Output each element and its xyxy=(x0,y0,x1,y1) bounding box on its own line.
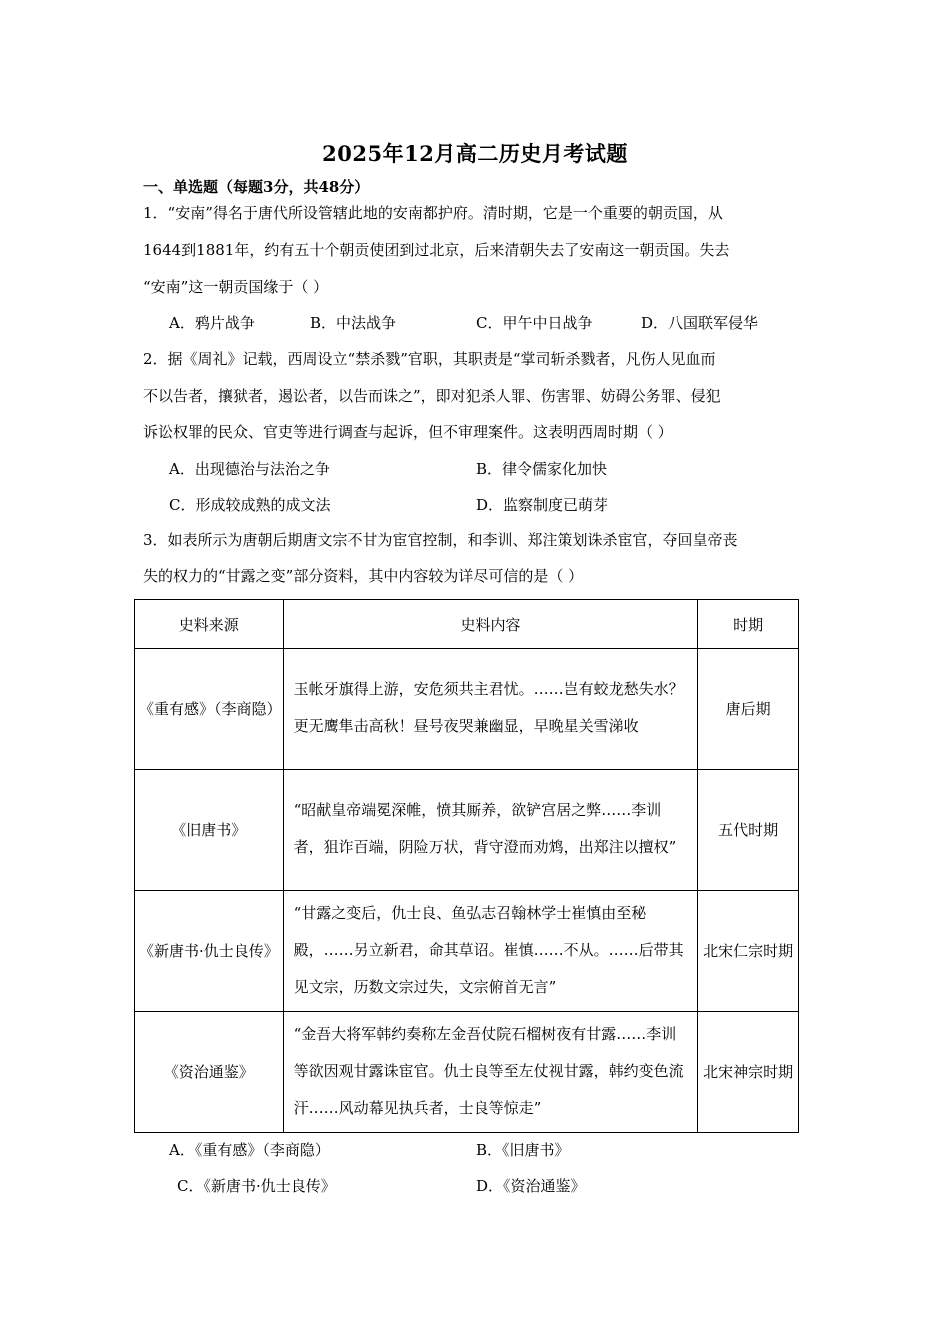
table-row xyxy=(135,1012,799,1133)
header-source: 史料来源 xyxy=(135,600,284,649)
q2-line-3: 诉讼权罪的民众、官吏等进行调查与起诉，但不审理案件。这表明西周时期（ ） xyxy=(143,423,673,441)
q3-option-c: C．《新唐书·仇士良传》 xyxy=(177,1177,336,1195)
table-row xyxy=(135,770,799,891)
q1-line-1: 1．“安南”得名于唐代所设管辖此地的安南都护府。清时期，它是一个重要的朝贡国，从 xyxy=(143,204,723,222)
period-cell: 唐后期 xyxy=(698,649,799,770)
content-cell: “金吾大将军韩约奏称左金吾仗院石榴树夜有甘露……李训等欲因观甘露诛宦官。仇士良等至左仗视甘露，韩约变色流汗……风动幕见执兵者，士良等惊走” xyxy=(283,1012,698,1133)
q2-line-1: 2．据《周礼》记载，西周设立“禁杀戮”官职，其职责是“掌司斩杀戮者，凡伤人见血而 xyxy=(143,350,716,368)
q1-line-2: 1644到1881年，约有五十个朝贡使团到过北京，后来清朝失去了安南这一朝贡国。失去 xyxy=(143,241,730,259)
source-cell: 《旧唐书》 xyxy=(135,770,284,891)
section-heading: 一、单选题（每题3分，共48分） xyxy=(143,178,370,196)
table-row xyxy=(135,649,799,770)
q1-option-b: B．中法战争 xyxy=(310,314,397,332)
table-header-row xyxy=(135,600,799,649)
q3-option-b: B．《旧唐书》 xyxy=(476,1141,570,1159)
q3-option-a: A．《重有感》（李商隐） xyxy=(169,1141,330,1159)
content-cell: “甘露之变后，仇士良、鱼弘志召翰林学士崔慎由至秘殿，……另立新君，命其草诏。崔慎……不从。……后带其见文宗，历数文宗过失，文宗俯首无言” xyxy=(283,891,698,1012)
source-table xyxy=(134,599,799,1133)
page-title: 2025年12月高二历史月考试题 xyxy=(322,141,628,166)
q2-option-d: D．监察制度已萌芽 xyxy=(476,496,609,514)
q2-option-b: B．律令儒家化加快 xyxy=(476,460,608,478)
q1-line-3: “安南”这一朝贡国缘于（ ） xyxy=(143,278,329,296)
content-cell: “昭献皇帝端冕深帷，愤其厮养，欲铲宫居之弊……李训者，狙诈百端，阴险万状，背守澄而劝鸩，出郑注以擅权” xyxy=(283,770,698,891)
q1-option-d: D．八国联军侵华 xyxy=(641,314,759,332)
source-cell: 《重有感》（李商隐） xyxy=(135,649,284,770)
period-cell: 北宋神宗时期 xyxy=(698,1012,799,1133)
q3-line-1: 3．如表所示为唐朝后期唐文宗不甘为宦官控制，和李训、郑注策划诛杀宦官，夺回皇帝丧 xyxy=(143,531,738,549)
q1-option-c: C．甲午中日战争 xyxy=(476,314,593,332)
period-cell: 北宋仁宗时期 xyxy=(698,891,799,1012)
q3-line-2: 失的权力的“甘露之变”部分资料，其中内容较为详尽可信的是（ ） xyxy=(143,567,584,585)
q1-option-a: A．鸦片战争 xyxy=(169,314,255,332)
q3-option-d: D．《资治通鉴》 xyxy=(476,1177,586,1195)
period-cell: 五代时期 xyxy=(698,770,799,891)
header-period: 时期 xyxy=(698,600,799,649)
source-cell: 《新唐书·仇士良传》 xyxy=(135,891,284,1012)
source-cell: 《资治通鉴》 xyxy=(135,1012,284,1133)
header-content: 史料内容 xyxy=(283,600,698,649)
content-cell: 玉帐牙旗得上游，安危须共主君忧。……岂有蛟龙愁失水？更无鹰隼击高秋！昼号夜哭兼幽显，早晚星关雪涕收 xyxy=(283,649,698,770)
table-row xyxy=(135,891,799,1012)
q2-line-2: 不以告者，攘狱者，遏讼者，以告而诛之”，即对犯杀人罪、伤害罪、妨碍公务罪、侵犯 xyxy=(143,387,721,405)
q2-option-a: A．出现德治与法治之争 xyxy=(169,460,330,478)
q2-option-c: C．形成较成熟的成文法 xyxy=(169,496,331,514)
